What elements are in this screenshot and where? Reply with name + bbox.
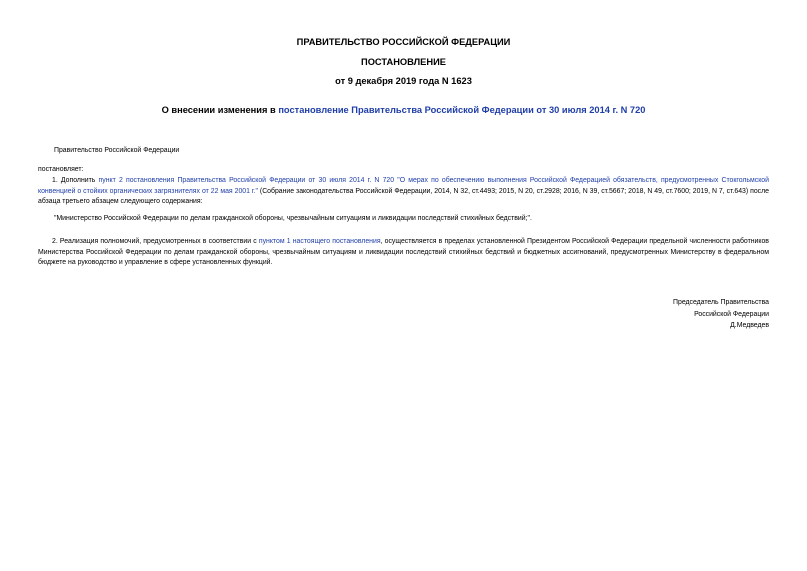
item1-link[interactable]: пункт 2 постановления Правительства Российской Федерации от 30 июля 2014 г. N 720 "О мерах по обеспечению выполнения Российской Федерацией обязательств, предусмотренных Стокгольмской конвенцией о стойких органических загрязнителях от 22 мая 2001 г.": [38, 177, 769, 195]
item2-prefix: 2. Реализация полномочий, предусмотренных в соответствии с: [52, 238, 259, 245]
paragraph-item-1: [38, 176, 769, 208]
item2-suffix: , осуществляется в пределах установленной Президентом Российской Федерации предельной численности работников Министерства Российской Федерации по делам гражданской обороны, чрезвычайным ситуациям и ликвидации последствий стихийных бедствий и бюджетных ассигнований, предусмотренных Министерству в федеральном бюджете на руководство и управление в сфере установленных функций.: [38, 238, 769, 267]
item1-prefix: 1. Дополнить: [52, 177, 99, 184]
signature-block: [673, 297, 769, 332]
document-date-number: от 9 декабря 2019 года N 1623: [335, 76, 472, 86]
signature-title: Председатель Правительства: [673, 299, 769, 306]
signature-name: Д.Медведев: [730, 322, 769, 330]
subject-prefix: О внесении изменения в: [161, 105, 279, 115]
document-type: ПОСТАНОВЛЕНИЕ: [361, 57, 446, 67]
item1-suffix: (Собрание законодательства Российской Федерации, 2014, N 32, ст.4493; 2015, N 20, ст.2928; 2016, N 39, ст.5667; 2018, N 49, ст.7600; 2019, N 7, ст.643) после абзаца третьего абзацем следующего содержания:: [38, 187, 769, 206]
signature-subtitle: Российской Федерации: [694, 310, 769, 318]
document-subject: [0, 105, 807, 115]
government-line: Правительство Российской Федерации: [54, 147, 180, 154]
issuing-authority: ПРАВИТЕЛЬСТВО РОССИЙСКОЙ ФЕДЕРАЦИИ: [296, 37, 511, 47]
inserted-text-quote: "Министерство Российской Федерации по делам гражданской обороны, чрезвычайным ситуациям и ликвидации последствий стихийных бедствий;".: [54, 215, 532, 222]
item2-link[interactable]: пунктом 1 настоящего постановления: [258, 238, 381, 245]
paragraph-item-2: [38, 237, 769, 269]
amended-resolution-link[interactable]: постановление Правительства Российской Федерации от 30 июля 2014 г. N 720: [278, 105, 646, 115]
resolves-line: постановляет:: [38, 166, 84, 173]
